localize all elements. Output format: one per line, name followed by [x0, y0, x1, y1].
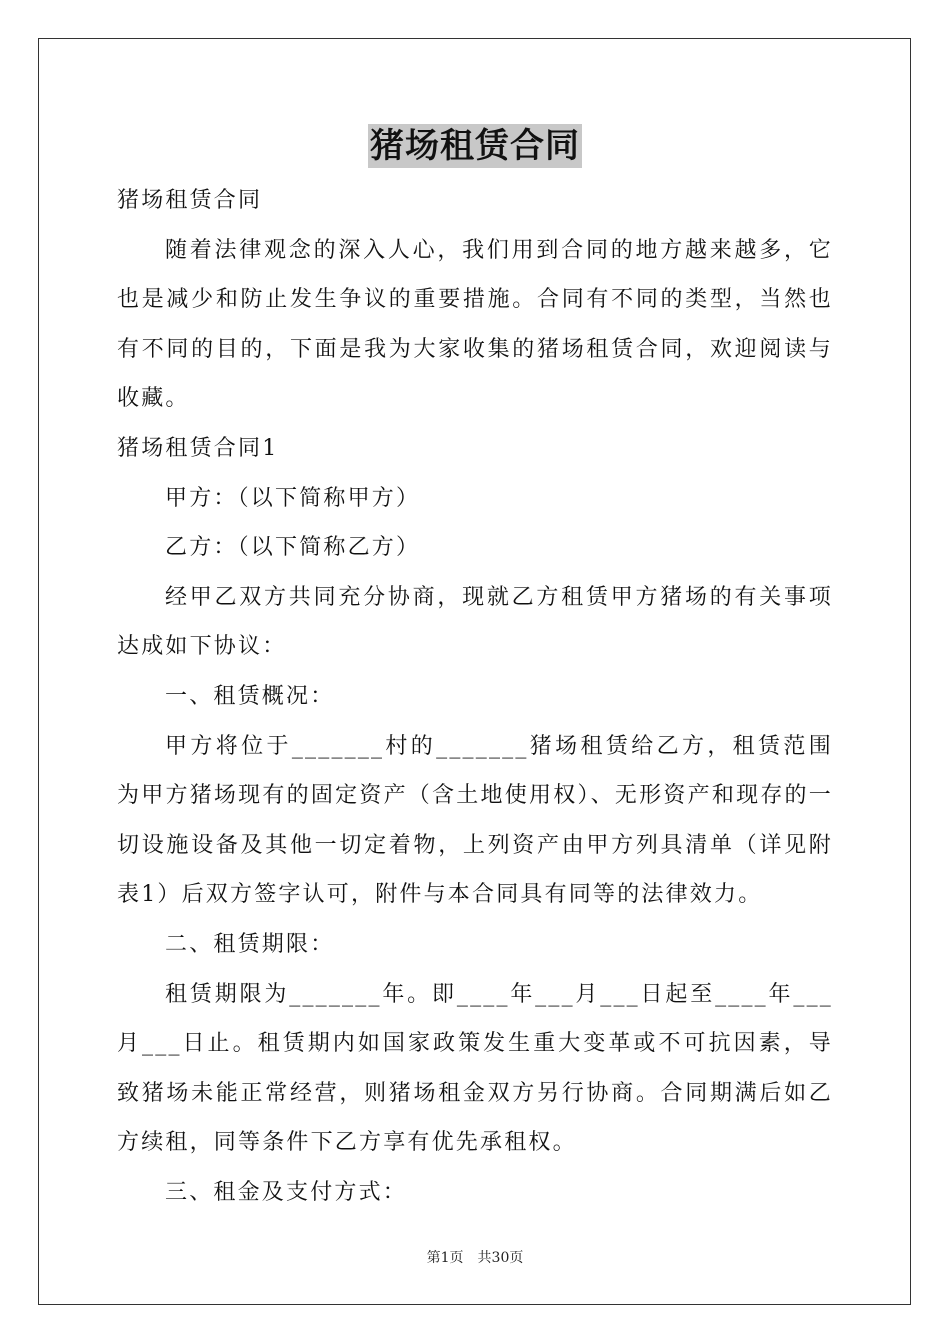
- section-heading-1: 一、租赁概况：: [165, 683, 335, 709]
- paragraph-agreement: 经甲乙双方共同充分协商，现就乙方租赁甲方猪场的有关事项达成如下协议：: [117, 584, 833, 660]
- document-body: [117, 176, 833, 1217]
- paragraph-heading: 猪场租赁合同: [117, 188, 263, 213]
- page-footer: 第1页 共30页: [426, 1250, 524, 1266]
- document-title: 猪场租赁合同: [370, 126, 580, 166]
- paragraph-party-b: 乙方：（以下简称乙方）: [165, 535, 421, 561]
- section-heading-2: 二、租赁期限：: [165, 931, 335, 957]
- paragraph-party-a: 甲方：（以下简称甲方）: [165, 485, 421, 511]
- paragraph-lease-term: 租赁期限为_______年。即____年___月___日起至____年___月___日止。租赁期内如国家政策发生重大变革或不可抗因素，导致猪场未能正常经营，则猪场租金双方另行协商。合同期满后如乙方续租，同等条件下乙方享有优先承租权。: [117, 981, 833, 1156]
- title-container: [0, 124, 950, 168]
- section-heading-3: 三、租金及支付方式：: [165, 1179, 408, 1205]
- paragraph-intro: 随着法律观念的深入人心，我们用到合同的地方越来越多，它也是减少和防止发生争议的重要措施。合同有不同的类型，当然也有不同的目的，下面是我为大家收集的猪场租赁合同，欢迎阅读与收藏。: [117, 237, 833, 412]
- paragraph-contract-1-heading: 猪场租赁合同1: [117, 435, 279, 461]
- paragraph-lease-overview: 甲方将位于_______村的_______猪场租赁给乙方，租赁范围为甲方猪场现有的固定资产（含土地使用权）、无形资产和现存的一切设施设备及其他一切定着物，上列资产由甲方列具清单（详见附表1）后双方签字认可，附件与本合同具有同等的法律效力。: [117, 733, 833, 908]
